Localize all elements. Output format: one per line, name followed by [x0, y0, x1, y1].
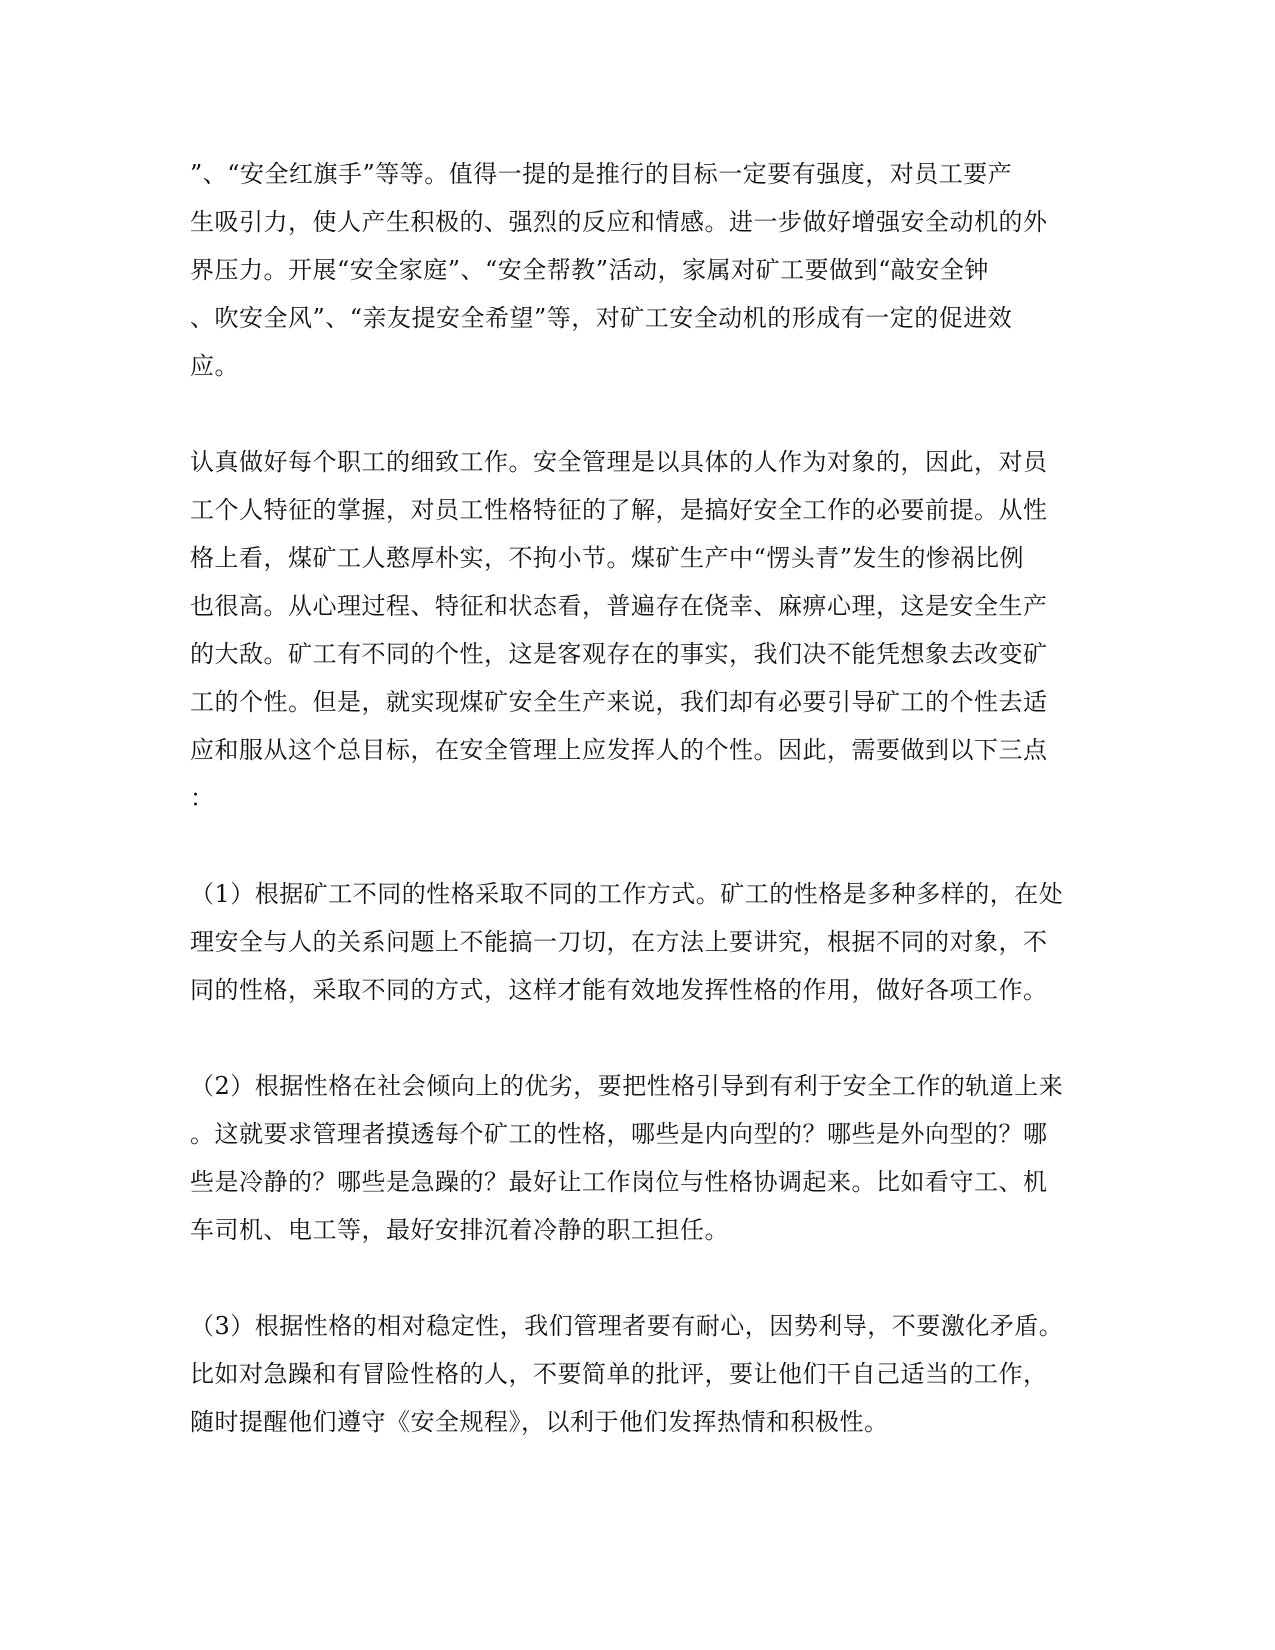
text-line: 应。: [190, 352, 239, 380]
text-line: 。这就要求管理者摸透每个矿工的性格，哪些是内向型的？哪些是外向型的？哪: [190, 1120, 1048, 1148]
text-line: 的大敌。矿工有不同的个性，这是客观存在的事实，我们决不能凭想象去改变矿: [190, 640, 1048, 668]
text-line: 也很高。从心理过程、特征和状态看，普遍存在侥幸、麻痹心理，这是安全生产: [190, 592, 1048, 620]
text-line: （1）根据矿工不同的性格采取不同的工作方式。矿工的性格是多种多样的，在处: [190, 880, 1064, 908]
text-line: ”、“安全红旗手”等等。值得一提的是推行的目标一定要有强度，对员工要产: [190, 160, 1013, 188]
text-line: 理安全与人的关系问题上不能搞一刀切，在方法上要讲究，根据不同的对象，不: [190, 928, 1048, 956]
text-line: 工个人特征的掌握，对员工性格特征的了解，是搞好安全工作的必要前提。从性: [190, 496, 1048, 524]
paragraph-3: [190, 870, 1090, 1014]
text-line: 界压力。开展“安全家庭”、“安全帮教”活动，家属对矿工要做到“敲安全钟: [190, 256, 989, 284]
text-line: 工的个性。但是，就实现煤矿安全生产来说，我们却有必要引导矿工的个性去适: [190, 688, 1048, 716]
text-line: 车司机、电工等，最好安排沉着冷静的职工担任。: [190, 1216, 729, 1244]
paragraph-5: [190, 1302, 1090, 1446]
text-line: （3）根据性格的相对稳定性，我们管理者要有耐心，因势利导，不要激化矛盾。: [190, 1312, 1064, 1340]
text-line: 生吸引力，使人产生积极的、强烈的反应和情感。进一步做好增强安全动机的外: [190, 208, 1048, 236]
paragraph-2: [190, 438, 1090, 822]
text-line: ：: [190, 784, 215, 812]
text-line: 格上看，煤矿工人憨厚朴实，不拘小节。煤矿生产中“愣头青”发生的惨祸比例: [190, 544, 1025, 572]
paragraph-1: [190, 150, 1090, 390]
text-line: 些是冷静的？哪些是急躁的？最好让工作岗位与性格协调起来。比如看守工、机: [190, 1168, 1048, 1196]
text-line: 应和服从这个总目标，在安全管理上应发挥人的个性。因此，需要做到以下三点: [190, 736, 1048, 764]
text-line: （2）根据性格在社会倾向上的优劣，要把性格引导到有利于安全工作的轨道上来: [190, 1072, 1064, 1100]
text-line: 认真做好每个职工的细致工作。安全管理是以具体的人作为对象的，因此，对员: [190, 448, 1048, 476]
text-line: 比如对急躁和有冒险性格的人，不要简单的批评，要让他们干自己适当的工作，: [190, 1360, 1048, 1388]
text-line: 同的性格，采取不同的方式，这样才能有效地发挥性格的作用，做好各项工作。: [190, 976, 1048, 1004]
text-line: 随时提醒他们遵守《安全规程》，以利于他们发挥热情和积极性。: [190, 1408, 889, 1436]
paragraph-4: [190, 1062, 1090, 1254]
text-line: 、吹安全风”、“亲友提安全希望”等，对矿工安全动机的形成有一定的促进效: [190, 304, 1013, 332]
